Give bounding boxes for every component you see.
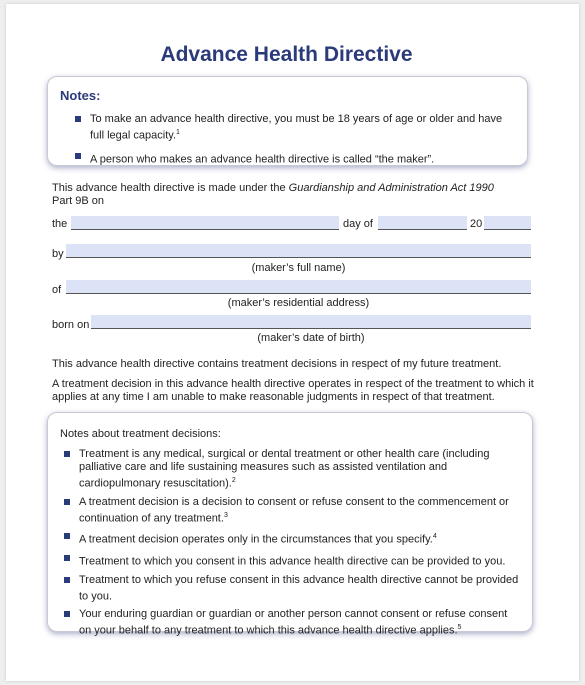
bullet-square-icon — [75, 153, 81, 159]
bullet-square-icon — [64, 533, 70, 539]
list-item: To make an advance health directive, you must be 18 years of age or older and have full legal capacity.$^1$ — [72, 113, 512, 143]
treatment-notes-list — [61, 448, 521, 643]
treatment-notes-box — [47, 412, 533, 637]
paragraph-2: A treatment decision in this advance health directive operates in respect of the treatment to which it applies at any time I am unable to make reasonable judgments in respect of that treatment. — [52, 378, 534, 403]
of-label: of — [52, 284, 62, 296]
bullet-square-icon — [64, 611, 70, 617]
bullet-square-icon — [64, 577, 70, 583]
by-label: by — [52, 248, 64, 260]
maker-address-caption: (maker’s residential address) — [227, 297, 370, 309]
list-item: Treatment to which you refuse consent in this advance health directive cannot be provided to you. — [61, 574, 521, 604]
day-field[interactable] — [71, 216, 339, 230]
year-prefix-label: 20 — [470, 218, 483, 230]
act-name: Guardianship and Administration Act 1990 — [288, 182, 494, 194]
list-item: Treatment to which you consent in this advance health directive can be provided to you. — [61, 552, 521, 569]
maker-address-field[interactable] — [66, 280, 531, 294]
maker-name-field[interactable] — [66, 244, 531, 258]
paragraph-1: This advance health directive contains treatment decisions in respect of my future treatment. — [52, 358, 502, 370]
list-item: A person who makes an advance health directive is called “the maker”. — [72, 150, 512, 167]
notes-heading: Notes: — [60, 88, 101, 103]
treatment-notes-heading: Notes about treatment decisions: — [60, 428, 221, 440]
intro-text: This advance health directive is made under the Guardianship and Administration Act 1990 Part 9B on — [52, 182, 494, 207]
maker-name-caption: (maker’s full name) — [251, 262, 346, 274]
born-on-label: born on — [52, 319, 90, 331]
day-of-label: day of — [343, 218, 373, 230]
list-item: Treatment is any medical, surgical or dental treatment or other health care (including palliative care and life sustaining measures such as assisted ventilation and cardiopulmonary resuscitation).$^2$ — [61, 448, 521, 491]
bullet-square-icon — [64, 499, 70, 505]
bullet-square-icon — [64, 451, 70, 457]
maker-birthdate-field[interactable] — [91, 315, 531, 329]
the-label: the — [52, 218, 68, 230]
maker-birthdate-caption: (maker’s date of birth) — [257, 332, 365, 344]
bullet-square-icon — [64, 555, 70, 561]
year-field[interactable] — [484, 216, 531, 230]
month-field[interactable] — [378, 216, 467, 230]
list-item: A treatment decision operates only in the circumstances that you specify.$^4$ — [61, 530, 521, 547]
notes-box — [47, 76, 528, 166]
page-title: Advance Health Directive — [160, 43, 413, 66]
list-item: A treatment decision is a decision to consent or refuse consent to the commencement or continuation of any treatment.$^3$ — [61, 496, 521, 526]
bullet-square-icon — [75, 116, 81, 122]
list-item: Your enduring guardian or guardian or another person cannot consent or refuse consent on your behalf to any treatment to which this advance health directive applies.$^5$ — [61, 608, 521, 638]
notes-list — [72, 113, 512, 173]
